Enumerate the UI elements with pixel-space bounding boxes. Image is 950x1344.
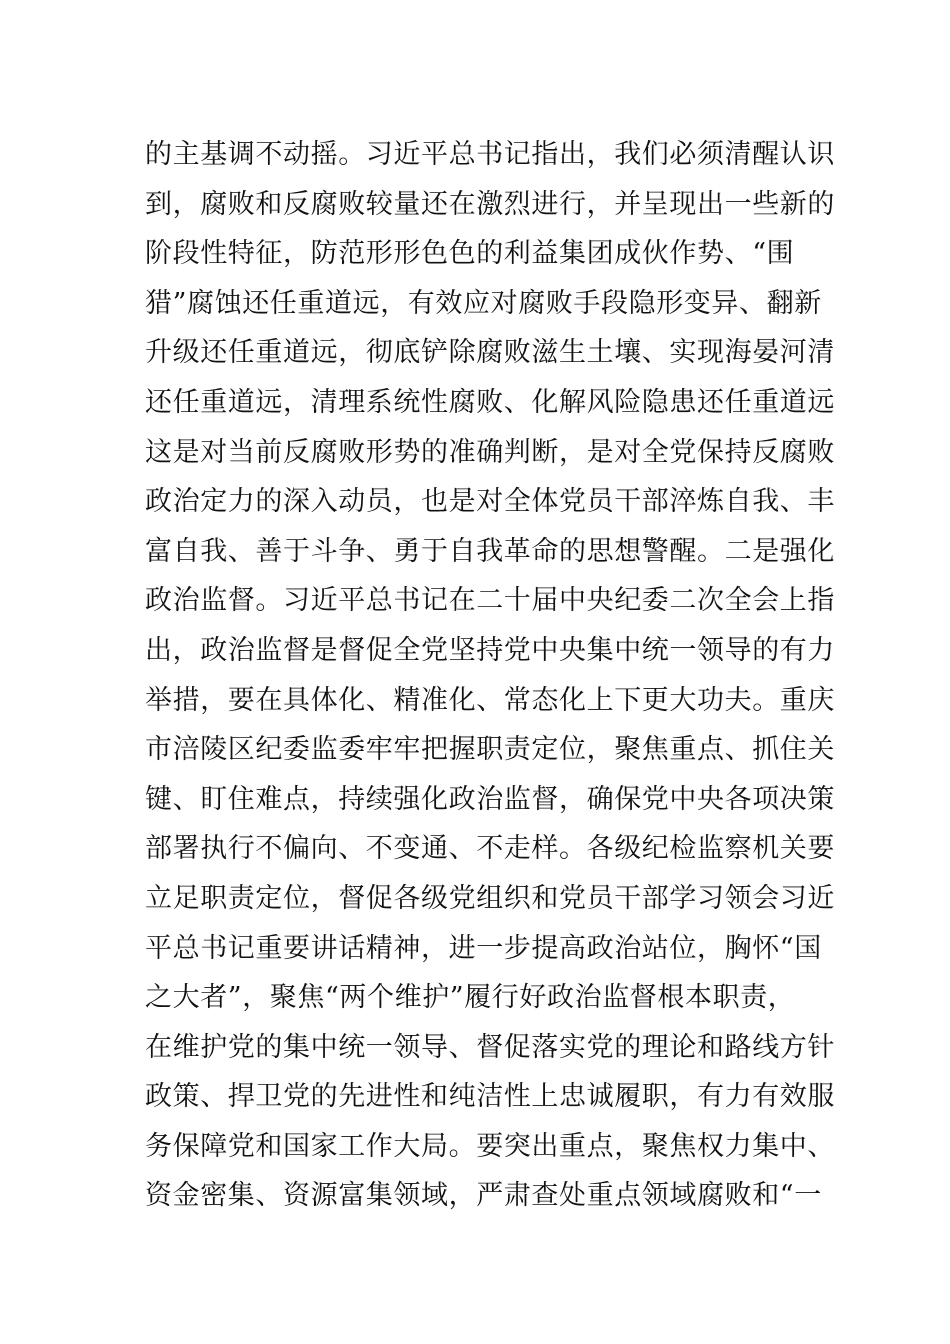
text-line: 政策、捍卫党的先进性和纯洁性上忠诚履职，有力有效服 — [145, 1081, 835, 1113]
text-line: 政治定力的深入动员，也是对全体党员干部淬炼自我、丰 — [145, 486, 835, 518]
text-line: 这是对当前反腐败形势的准确判断，是对全党保持反腐败 — [145, 436, 835, 468]
text-line: 键、盯住难点，持续强化政治监督，确保党中央各项决策 — [145, 783, 835, 815]
text-line: 立足职责定位，督促各级党组织和党员干部学习领会习近 — [145, 882, 835, 914]
text-line: 升级还任重道远，彻底铲除腐败滋生土壤、实现海晏河清 — [145, 337, 835, 369]
text-line: 部署执行不偏向、不变通、不走样。各级纪检监察机关要 — [145, 833, 835, 865]
text-line: 举措，要在具体化、精准化、常态化上下更大功夫。重庆 — [145, 684, 835, 716]
text-line: 平总书记重要讲话精神，进一步提高政治站位，胸怀“国 — [145, 932, 822, 964]
text-line: 务保障党和国家工作大局。要突出重点，聚焦权力集中、 — [145, 1130, 835, 1162]
text-line: 市涪陵区纪委监委牢牢把握职责定位，聚焦重点、抓住关 — [145, 734, 835, 766]
text-line: 之大者”，聚焦“两个维护”履行好政治监督根本职责， — [145, 982, 796, 1014]
text-line: 猎”腐蚀还任重道远，有效应对腐败手段隐形变异、翻新 — [145, 287, 822, 319]
text-line: 阶段性特征，防范形形色色的利益集团成伙作势、“围 — [145, 238, 795, 270]
text-line: 的主基调不动摇。习近平总书记指出，我们必须清醒认识 — [145, 139, 835, 170]
text-line: 富自我、善于斗争、勇于自我革命的思想警醒。二是强化 — [145, 535, 835, 567]
body-text — [145, 130, 835, 1221]
text-line: 到，腐败和反腐败较量还在激烈进行，并呈现出一些新的 — [145, 188, 835, 220]
text-line: 资金密集、资源富集领域，严肃查处重点领域腐败和“一 — [145, 1180, 822, 1212]
text-line: 还任重道远，清理系统性腐败、化解风险隐患还任重道远 — [145, 386, 835, 418]
text-line: 出，政治监督是督促全党坚持党中央集中统一领导的有力 — [145, 634, 835, 666]
text-line: 政治监督。习近平总书记在二十届中央纪委二次全会上指 — [145, 585, 835, 617]
text-line: 在维护党的集中统一领导、督促落实党的理论和路线方针 — [145, 1031, 835, 1063]
